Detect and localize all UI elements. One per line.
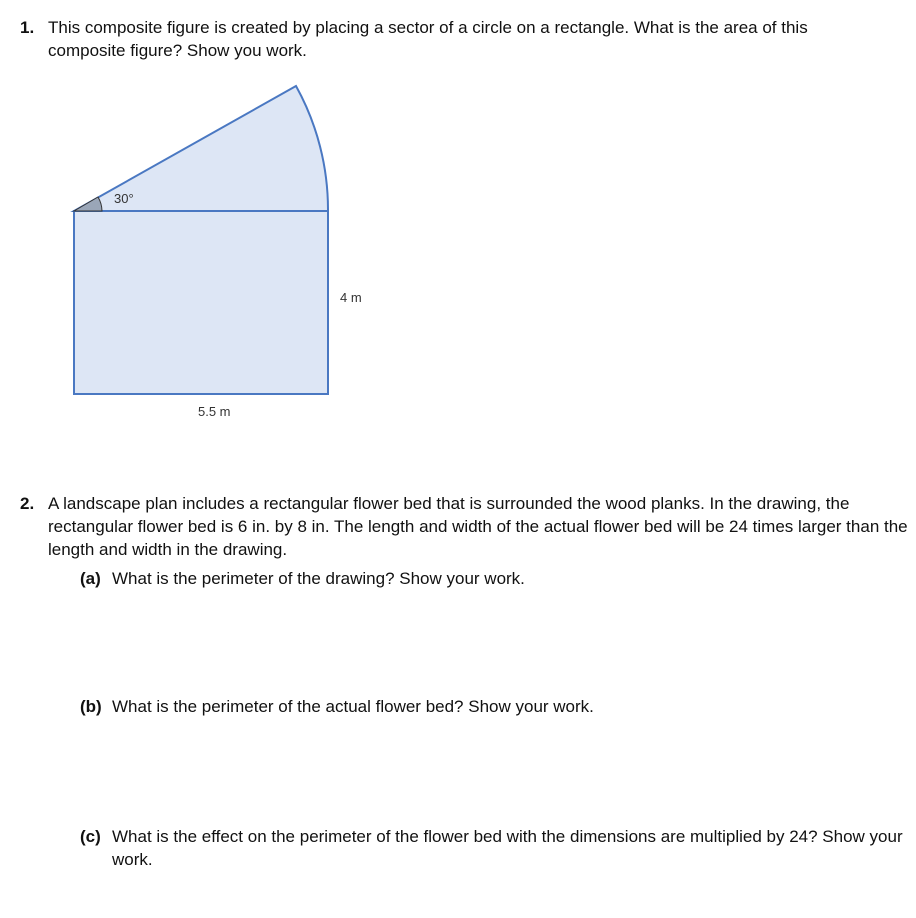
- question-2-number: 2.: [20, 494, 35, 513]
- part-b-label: (b): [80, 697, 102, 716]
- part-a-text: What is the perimeter of the drawing? Show your work.: [112, 569, 525, 588]
- angle-label: 30°: [114, 191, 134, 206]
- part-a-label: (a): [80, 569, 101, 588]
- part-b-text: What is the perimeter of the actual flower bed? Show your work.: [112, 697, 594, 716]
- question-1-text: This composite figure is created by placing a sector of a circle on a rectangle. What is the area of this composite figure? Show you work.: [48, 18, 808, 60]
- question-1-number: 1.: [20, 18, 35, 37]
- part-c-text: What is the effect on the perimeter of the flower bed with the dimensions are multiplied by 24? Show your work.: [112, 827, 903, 869]
- rectangle: [74, 211, 328, 394]
- width-label: 5.5 m: [198, 404, 231, 419]
- angle-marker: [74, 197, 102, 211]
- part-c-label: (c): [80, 827, 101, 846]
- height-label: 4 m: [340, 290, 362, 305]
- composite-figure: [60, 78, 380, 428]
- circle-sector: [74, 86, 328, 211]
- question-2-text: A landscape plan includes a rectangular flower bed that is surrounded the wood planks. In the drawing, the rectangular flower bed is 6 in. by 8 in. The length and width of the actual flower bed will be 24 times larger than the length and width in the drawing.: [48, 494, 908, 559]
